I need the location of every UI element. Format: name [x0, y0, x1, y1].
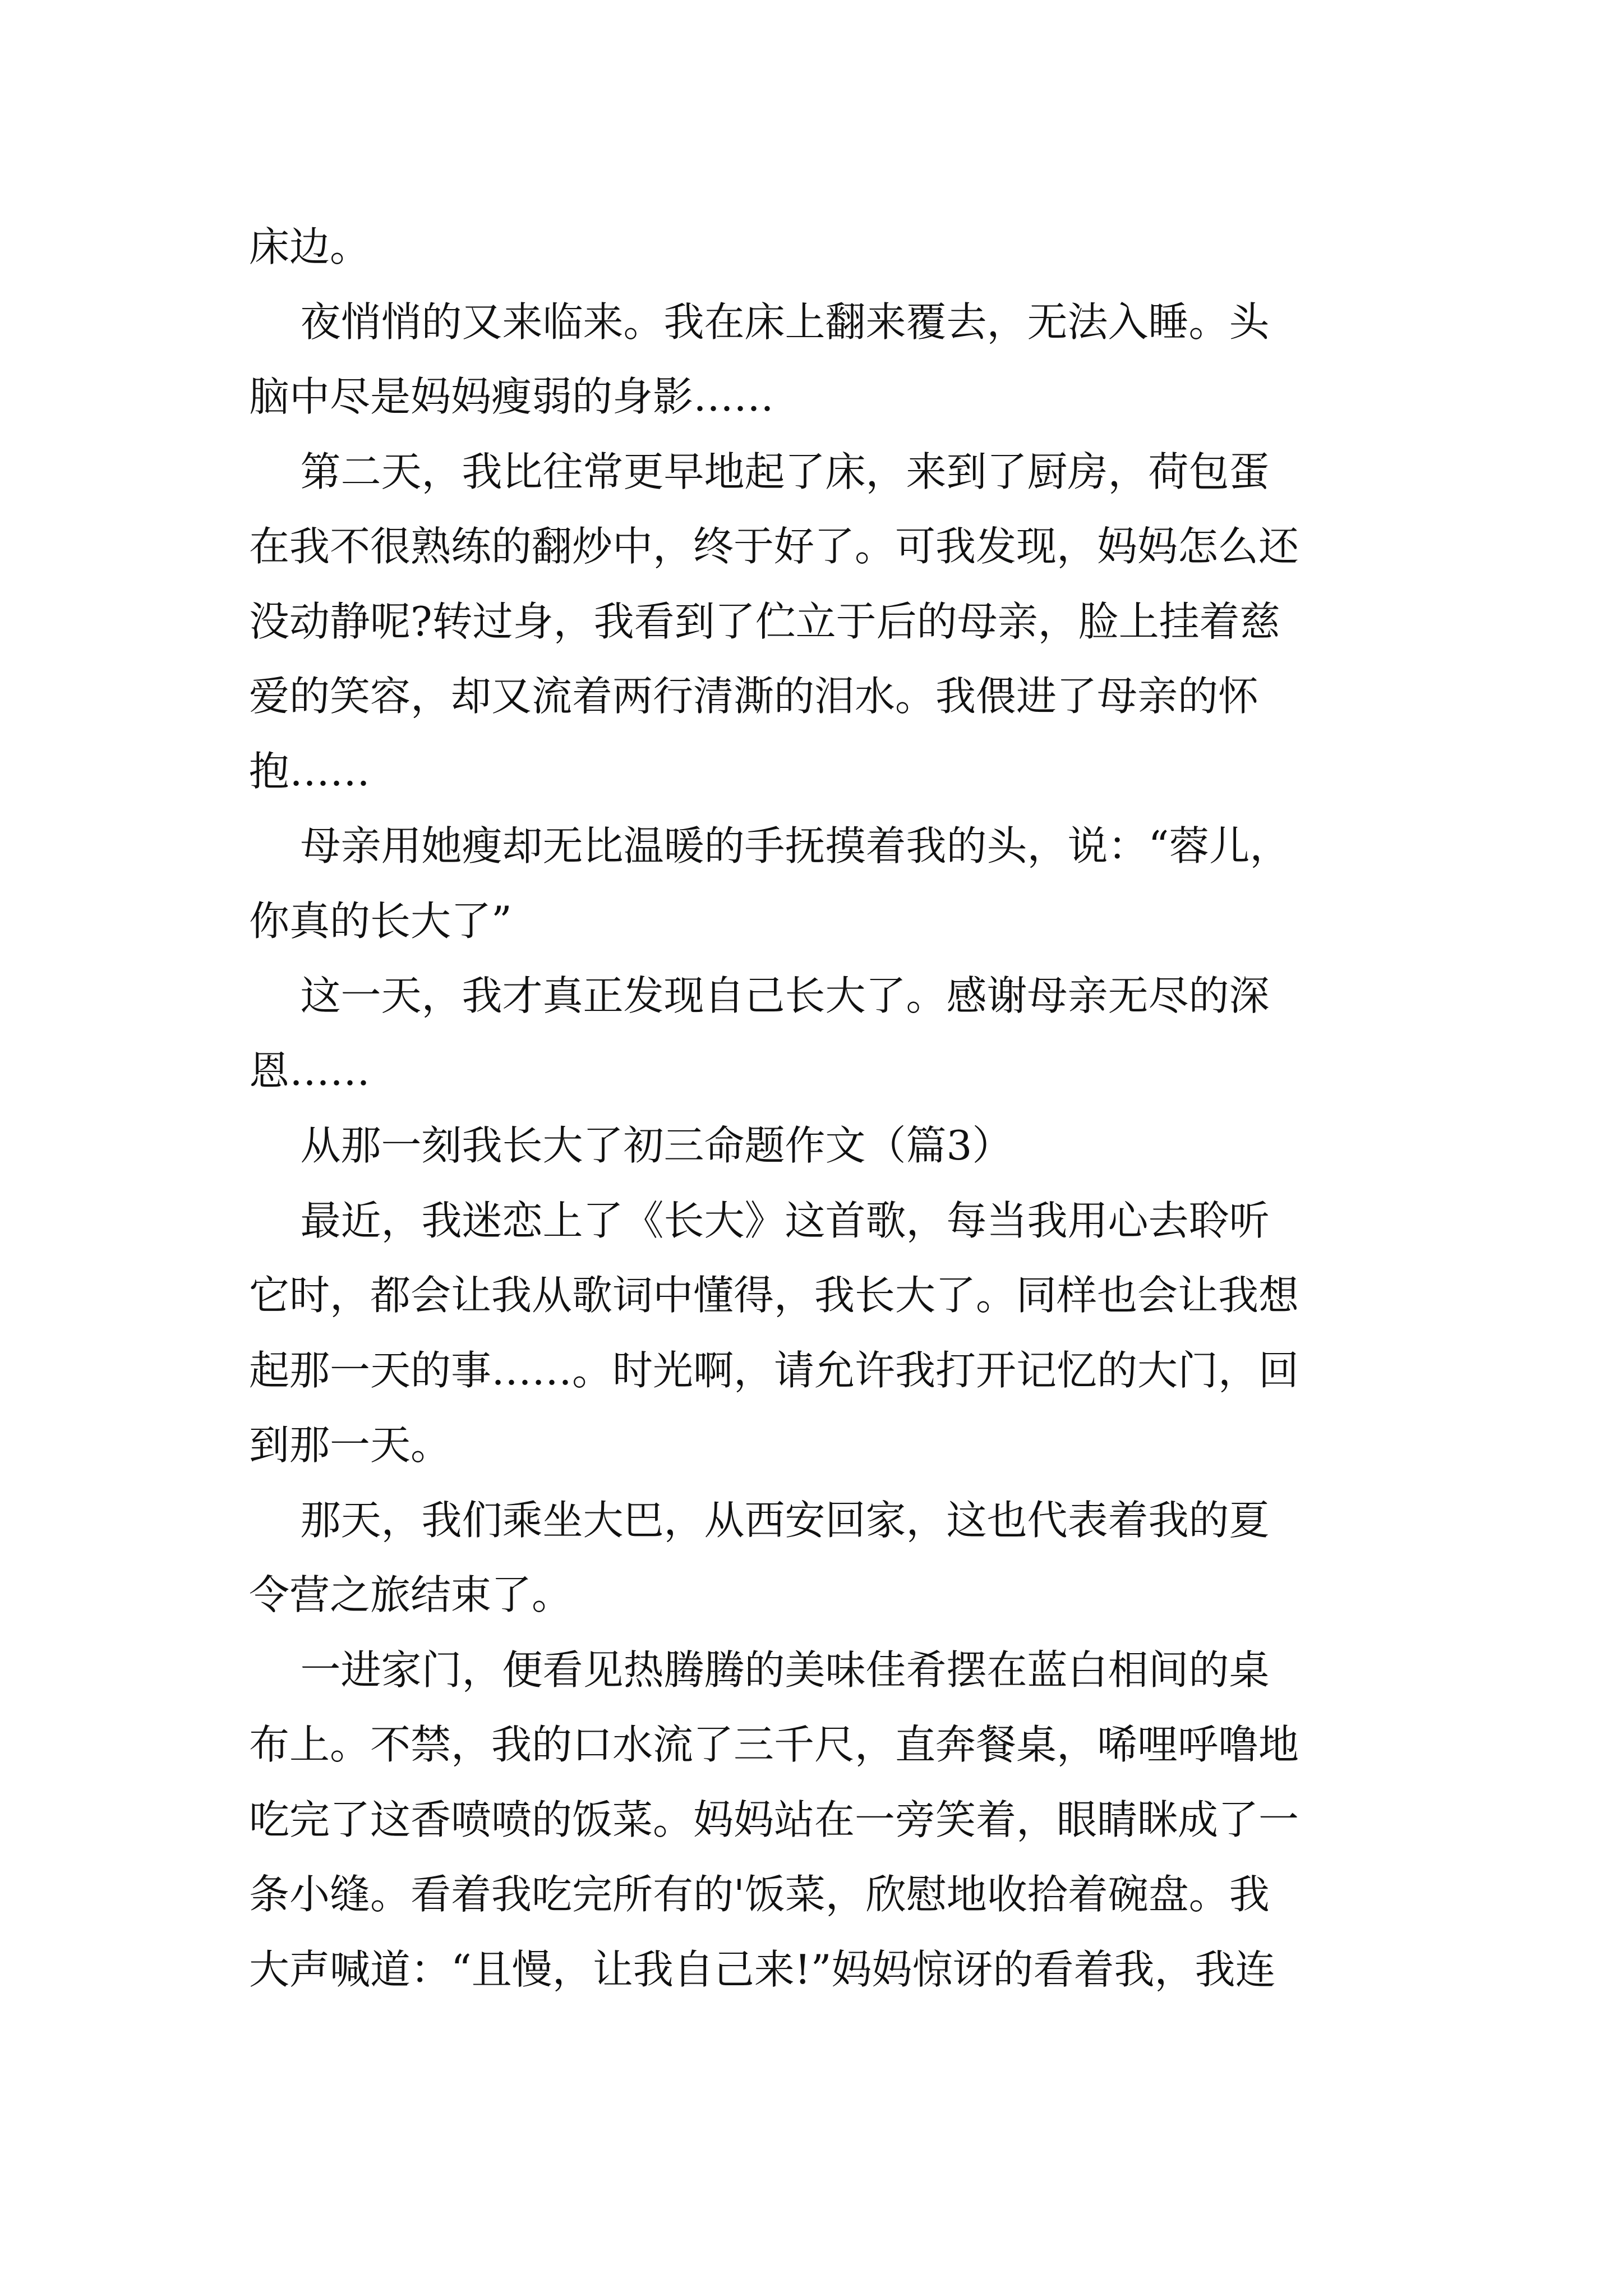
text-line: 条小缝。看着我吃完所有的'饭菜，欣慰地收拾着碗盘。我: [249, 1871, 1270, 1918]
text-line: 一进家门，便看见热腾腾的美味佳肴摆在蓝白相间的桌: [249, 1646, 1270, 1694]
text-line: 大声喊道：“且慢，让我自己来!”妈妈惊讶的看着我，我连: [249, 1945, 1276, 1993]
text-line: 那天，我们乘坐大巴，从西安回家，这也代表着我的夏: [249, 1496, 1270, 1544]
text-line: 在我不很熟练的翻炒中，终于好了。可我发现，妈妈怎么还: [249, 523, 1299, 570]
text-line: 爱的笑容，却又流着两行清澌的泪水。我偎进了母亲的怀: [249, 673, 1259, 720]
text-line: 令营之旅结束了。: [249, 1571, 573, 1618]
essay-body: [249, 210, 1387, 2007]
text-line: 第二天，我比往常更早地起了床，来到了厨房，荷包蛋: [249, 448, 1270, 495]
text-line: 布上。不禁，我的口水流了三千尺，直奔餐桌，唏哩呼噜地: [249, 1721, 1299, 1768]
text-line: 没动静呢?转过身，我看到了伫立于后的母亲，脸上挂着慈: [249, 597, 1280, 645]
text-line: 床边。: [249, 223, 371, 270]
text-line: 母亲用她瘦却无比温暖的手抚摸着我的头，说：“蓉儿，: [249, 822, 1290, 869]
text-line: 脑中尽是妈妈瘦弱的身影……: [249, 373, 774, 420]
text-line: 夜悄悄的又来临来。我在床上翻来覆去，无法入睡。头: [249, 298, 1270, 346]
text-line: 最近，我迷恋上了《长大》这首歌，每当我用心去聆听: [249, 1197, 1270, 1244]
text-line: 抱……: [249, 747, 371, 795]
text-line: 到那一天。: [249, 1421, 451, 1469]
text-line: 恩……: [249, 1047, 371, 1094]
text-line: 你真的长大了”: [249, 897, 512, 945]
section-heading: 从那一刻我长大了初三命题作文（篇3）: [249, 1122, 1013, 1169]
text-line: 它时，都会让我从歌词中懂得，我长大了。同样也会让我想: [249, 1272, 1299, 1319]
text-line: 起那一天的事……。时光啊，请允许我打开记忆的大门，回: [249, 1346, 1299, 1394]
text-line: 这一天，我才真正发现自己长大了。感谢母亲无尽的深: [249, 972, 1270, 1019]
text-line: 吃完了这香喷喷的饭菜。妈妈站在一旁笑着，眼睛眯成了一: [249, 1796, 1299, 1843]
